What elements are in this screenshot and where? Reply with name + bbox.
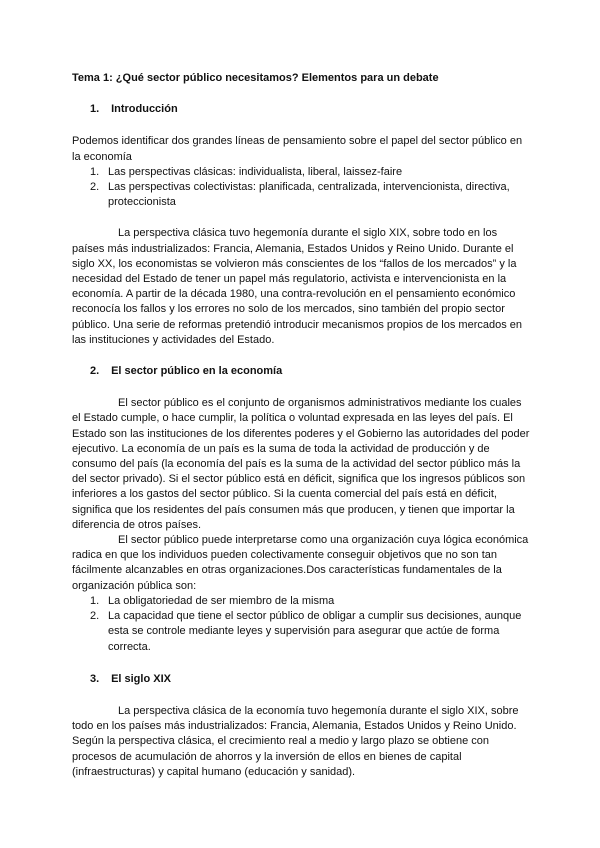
document-body: [72, 71, 532, 780]
section-2-list: [72, 594, 532, 655]
list-item: [90, 609, 532, 655]
list-item-text: La obligatoriedad de ser miembro de la misma: [108, 594, 335, 607]
list-item-number: 1.: [90, 165, 100, 178]
section-1-heading: 1. Introducción: [90, 103, 178, 116]
document-title: Tema 1: ¿Qué sector público necesitamos? Elementos para un debate: [72, 72, 439, 84]
section-3-title: El siglo XIX: [111, 672, 171, 685]
section-3-heading: 3. El siglo XIX: [90, 672, 171, 685]
section-1-title: Introducción: [111, 103, 178, 116]
list-item-text: La capacidad que tiene el sector público de obligar a cumplir sus decisiones, aunque esta se controle mediante leyes y supervisión para asegurar que actúe de forma correcta.: [108, 610, 522, 653]
list-item-number: 1.: [90, 594, 100, 607]
section-2-paragraph-1: El sector público es el conjunto de organismos administrativos mediante los cuales el Estado cumple, o hace cumplir, la política o voluntad expresada en las leyes del país. El Estado son las instituciones de los diferentes poderes y el Gobierno las autoridades del poder ejecutivo. La economía de un país es la suma de toda la actividad de producción y de consumo del país (la economía del país es la suma de la actividad del sector público más la del sector privado). Si el sector público está en déficit, significa que los ingresos públicos son inferiores a los gastos del sector público. Si la cuenta comercial del país está en déficit, significa que los residentes del país consumen más que producen, y tienen que importar la diferencia de otros países.: [72, 397, 530, 531]
section-2-title: El sector público en la economía: [111, 365, 283, 378]
section-2-paragraph-2: El sector público puede interpretarse como una organización cuya lógica económica radica en que los individuos pueden colectivamente conseguir objetivos que no son tan fácilmente alcanzables en otras organizaciones.Dos características fundamentales de la organización pública son:: [72, 534, 529, 592]
list-item: [90, 180, 532, 210]
section-3-paragraph: La perspectiva clásica de la economía tuvo hegemonía durante el siglo XIX, sobre todo en los países más industrializados: Francia, Alemania, Estados Unidos y Reino Unido. Según la perspectiva clásica, el crecimiento real a medio y largo plazo se obtiene con procesos de acumulación de ahorros y la inversión de ellos en bienes de capital (infraestructuras) y capital humano (educación y sanidad).: [72, 704, 519, 778]
section-1-paragraph: La perspectiva clásica tuvo hegemonía durante el siglo XIX, sobre todo en los países más industrializados: Francia, Alemania, Estados Unidos y Reino Unido. Durante el siglo XX, los economistas se volvieron más conscientes de los “fallos de los mercados” y la necesidad del Estado de tener un papel más regulatorio, activista e intervencionista en la economía. A partir de la década 1980, una contra-revolución en el pensamiento económico reconocía los fallos y los errores no solo de los mercados, sino también del propio sector público. Una serie de reformas pretendió introducir mecanismos propios de los mercados en las instituciones y actividades del Estado.: [72, 227, 523, 346]
list-item-text: Las perspectivas clásicas: individualista, liberal, laissez-faire: [108, 165, 403, 178]
list-item: [90, 594, 532, 609]
section-1-list: [72, 165, 532, 211]
list-item-number: 2.: [90, 610, 100, 623]
list-item: [90, 165, 532, 180]
section-2-heading: 2. El sector público en la economía: [90, 365, 283, 378]
section-1-intro: Podemos identificar dos grandes líneas de pensamiento sobre el papel del sector público en la economía: [72, 135, 523, 163]
list-item-number: 2.: [90, 181, 100, 194]
list-item-text: Las perspectivas colectivistas: planificada, centralizada, intervencionista, directiva, proteccionista: [108, 181, 510, 209]
